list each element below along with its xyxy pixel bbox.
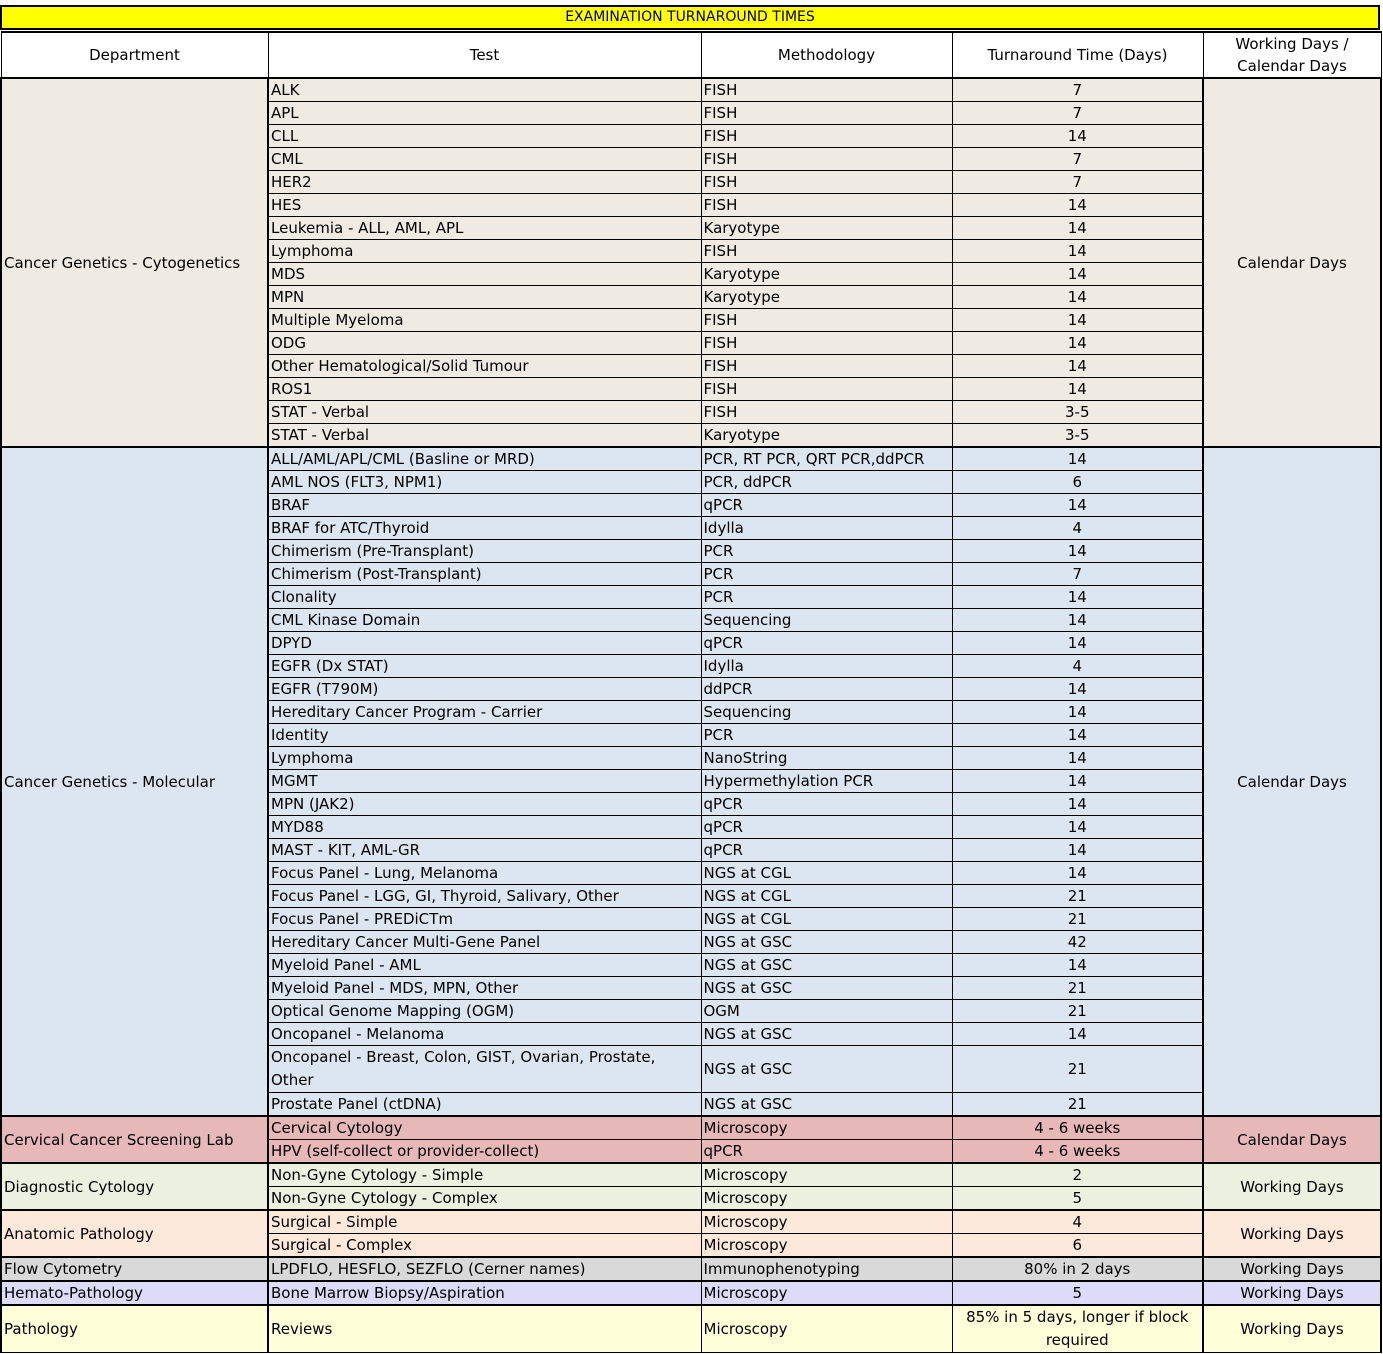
turnaround-cell: 21 bbox=[952, 1046, 1203, 1093]
test-cell: Surgical - Simple bbox=[268, 1210, 701, 1234]
test-cell: Identity bbox=[268, 724, 701, 747]
turnaround-cell: 21 bbox=[952, 908, 1203, 931]
turnaround-cell: 21 bbox=[952, 977, 1203, 1000]
test-cell: Cervical Cytology bbox=[268, 1116, 701, 1140]
table-row bbox=[1, 78, 1381, 102]
methodology-cell: PCR bbox=[701, 563, 952, 586]
test-cell: ODG bbox=[268, 332, 701, 355]
turnaround-cell: 14 bbox=[952, 816, 1203, 839]
test-cell: Bone Marrow Biopsy/Aspiration bbox=[268, 1281, 701, 1305]
methodology-cell: NGS at CGL bbox=[701, 885, 952, 908]
turnaround-cell: 14 bbox=[952, 309, 1203, 332]
table-row bbox=[1, 447, 1381, 471]
header-methodology: Methodology bbox=[701, 32, 952, 78]
methodology-cell: Idylla bbox=[701, 655, 952, 678]
methodology-cell: FISH bbox=[701, 125, 952, 148]
table-row bbox=[1, 1305, 1381, 1353]
turnaround-cell: 14 bbox=[952, 355, 1203, 378]
test-cell: BRAF for ATC/Thyroid bbox=[268, 517, 701, 540]
header-day-type: Working Days / Calendar Days bbox=[1203, 32, 1381, 78]
test-cell: HPV (self-collect or provider-collect) bbox=[268, 1140, 701, 1164]
methodology-cell: FISH bbox=[701, 355, 952, 378]
header-department: Department bbox=[1, 32, 268, 78]
turnaround-cell: 14 bbox=[952, 332, 1203, 355]
table-body bbox=[1, 78, 1381, 1353]
methodology-cell: Microscopy bbox=[701, 1305, 952, 1353]
turnaround-cell: 4 - 6 weeks bbox=[952, 1140, 1203, 1164]
methodology-cell: Immunophenotyping bbox=[701, 1257, 952, 1281]
test-cell: Optical Genome Mapping (OGM) bbox=[268, 1000, 701, 1023]
turnaround-cell: 7 bbox=[952, 148, 1203, 171]
test-cell: LPDFLO, HESFLO, SEZFLO (Cerner names) bbox=[268, 1257, 701, 1281]
turnaround-cell: 14 bbox=[952, 494, 1203, 517]
methodology-cell: NGS at CGL bbox=[701, 862, 952, 885]
department-cell: Hemato-Pathology bbox=[1, 1281, 268, 1305]
test-cell: Reviews bbox=[268, 1305, 701, 1353]
methodology-cell: PCR, RT PCR, QRT PCR,ddPCR bbox=[701, 447, 952, 471]
table-row bbox=[1, 1116, 1381, 1140]
turnaround-cell: 6 bbox=[952, 1234, 1203, 1258]
methodology-cell: FISH bbox=[701, 148, 952, 171]
methodology-cell: PCR bbox=[701, 586, 952, 609]
methodology-cell: ddPCR bbox=[701, 678, 952, 701]
methodology-cell: FISH bbox=[701, 401, 952, 424]
turnaround-cell: 14 bbox=[952, 217, 1203, 240]
test-cell: HES bbox=[268, 194, 701, 217]
turnaround-cell: 85% in 5 days, longer if block required bbox=[952, 1305, 1203, 1353]
methodology-cell: qPCR bbox=[701, 1140, 952, 1164]
test-cell: MPN (JAK2) bbox=[268, 793, 701, 816]
methodology-cell: FISH bbox=[701, 78, 952, 102]
test-cell: Lymphoma bbox=[268, 240, 701, 263]
header-test: Test bbox=[268, 32, 701, 78]
table-row bbox=[1, 1257, 1381, 1281]
turnaround-cell: 14 bbox=[952, 839, 1203, 862]
methodology-cell: NGS at GSC bbox=[701, 1093, 952, 1117]
test-cell: Hereditary Cancer Program - Carrier bbox=[268, 701, 701, 724]
header-row bbox=[1, 32, 1381, 78]
test-cell: MGMT bbox=[268, 770, 701, 793]
methodology-cell: qPCR bbox=[701, 839, 952, 862]
turnaround-cell: 4 bbox=[952, 655, 1203, 678]
methodology-cell: FISH bbox=[701, 240, 952, 263]
turnaround-cell: 14 bbox=[952, 586, 1203, 609]
test-cell: Chimerism (Post-Transplant) bbox=[268, 563, 701, 586]
methodology-cell: NGS at GSC bbox=[701, 977, 952, 1000]
turnaround-cell: 14 bbox=[952, 540, 1203, 563]
test-cell: Oncopanel - Breast, Colon, GIST, Ovarian, Prostate, Other bbox=[268, 1046, 701, 1093]
methodology-cell: Microscopy bbox=[701, 1163, 952, 1187]
day-type-cell: Working Days bbox=[1203, 1305, 1381, 1353]
test-cell: EGFR (T790M) bbox=[268, 678, 701, 701]
turnaround-cell: 7 bbox=[952, 102, 1203, 125]
day-type-cell: Calendar Days bbox=[1203, 78, 1381, 447]
methodology-cell: FISH bbox=[701, 194, 952, 217]
department-cell: Anatomic Pathology bbox=[1, 1210, 268, 1257]
turnaround-cell: 3-5 bbox=[952, 401, 1203, 424]
table-row bbox=[1, 1281, 1381, 1305]
turnaround-cell: 14 bbox=[952, 632, 1203, 655]
methodology-cell: Sequencing bbox=[701, 701, 952, 724]
methodology-cell: Microscopy bbox=[701, 1210, 952, 1234]
day-type-cell: Working Days bbox=[1203, 1257, 1381, 1281]
methodology-cell: NGS at GSC bbox=[701, 1023, 952, 1046]
test-cell: Focus Panel - Lung, Melanoma bbox=[268, 862, 701, 885]
methodology-cell: qPCR bbox=[701, 632, 952, 655]
test-cell: Non-Gyne Cytology - Simple bbox=[268, 1163, 701, 1187]
turnaround-cell: 14 bbox=[952, 678, 1203, 701]
methodology-cell: qPCR bbox=[701, 494, 952, 517]
methodology-cell: Karyotype bbox=[701, 424, 952, 448]
test-cell: APL bbox=[268, 102, 701, 125]
turnaround-cell: 7 bbox=[952, 563, 1203, 586]
test-cell: Multiple Myeloma bbox=[268, 309, 701, 332]
test-cell: Hereditary Cancer Multi-Gene Panel bbox=[268, 931, 701, 954]
test-cell: Lymphoma bbox=[268, 747, 701, 770]
methodology-cell: Microscopy bbox=[701, 1234, 952, 1258]
methodology-cell: FISH bbox=[701, 332, 952, 355]
department-cell: Cancer Genetics - Molecular bbox=[1, 447, 268, 1116]
methodology-cell: Microscopy bbox=[701, 1116, 952, 1140]
methodology-cell: Hypermethylation PCR bbox=[701, 770, 952, 793]
turnaround-cell: 14 bbox=[952, 194, 1203, 217]
table-row bbox=[1, 1210, 1381, 1234]
test-cell: AML NOS (FLT3, NPM1) bbox=[268, 471, 701, 494]
test-cell: Focus Panel - PREDiCTm bbox=[268, 908, 701, 931]
turnaround-cell: 14 bbox=[952, 1023, 1203, 1046]
turnaround-cell: 14 bbox=[952, 286, 1203, 309]
test-cell: ALL/AML/APL/CML (Basline or MRD) bbox=[268, 447, 701, 471]
turnaround-cell: 14 bbox=[952, 263, 1203, 286]
methodology-cell: PCR bbox=[701, 540, 952, 563]
test-cell: Oncopanel - Melanoma bbox=[268, 1023, 701, 1046]
day-type-cell: Working Days bbox=[1203, 1210, 1381, 1257]
methodology-cell: qPCR bbox=[701, 816, 952, 839]
test-cell: BRAF bbox=[268, 494, 701, 517]
methodology-cell: NGS at GSC bbox=[701, 954, 952, 977]
test-cell: EGFR (Dx STAT) bbox=[268, 655, 701, 678]
methodology-cell: Karyotype bbox=[701, 217, 952, 240]
turnaround-cell: 14 bbox=[952, 125, 1203, 148]
test-cell: Clonality bbox=[268, 586, 701, 609]
methodology-cell: PCR, ddPCR bbox=[701, 471, 952, 494]
header-turnaround: Turnaround Time (Days) bbox=[952, 32, 1203, 78]
turnaround-cell: 5 bbox=[952, 1281, 1203, 1305]
methodology-cell: Karyotype bbox=[701, 286, 952, 309]
test-cell: MPN bbox=[268, 286, 701, 309]
test-cell: Myeloid Panel - AML bbox=[268, 954, 701, 977]
test-cell: STAT - Verbal bbox=[268, 424, 701, 448]
table-title: EXAMINATION TURNAROUND TIMES bbox=[0, 5, 1380, 30]
turnaround-cell: 80% in 2 days bbox=[952, 1257, 1203, 1281]
turnaround-cell: 14 bbox=[952, 240, 1203, 263]
test-cell: Focus Panel - LGG, GI, Thyroid, Salivary, Other bbox=[268, 885, 701, 908]
day-type-cell: Calendar Days bbox=[1203, 1116, 1381, 1163]
methodology-cell: FISH bbox=[701, 378, 952, 401]
test-cell: ROS1 bbox=[268, 378, 701, 401]
turnaround-cell: 14 bbox=[952, 793, 1203, 816]
turnaround-cell: 42 bbox=[952, 931, 1203, 954]
turnaround-table bbox=[0, 31, 1382, 1353]
test-cell: Myeloid Panel - MDS, MPN, Other bbox=[268, 977, 701, 1000]
test-cell: Chimerism (Pre-Transplant) bbox=[268, 540, 701, 563]
test-cell: DPYD bbox=[268, 632, 701, 655]
test-cell: CML Kinase Domain bbox=[268, 609, 701, 632]
methodology-cell: Microscopy bbox=[701, 1187, 952, 1211]
department-cell: Flow Cytometry bbox=[1, 1257, 268, 1281]
turnaround-cell: 14 bbox=[952, 378, 1203, 401]
test-cell: HER2 bbox=[268, 171, 701, 194]
table-row bbox=[1, 1163, 1381, 1187]
day-type-cell: Calendar Days bbox=[1203, 447, 1381, 1116]
turnaround-cell: 7 bbox=[952, 171, 1203, 194]
turnaround-cell: 6 bbox=[952, 471, 1203, 494]
turnaround-cell: 4 - 6 weeks bbox=[952, 1116, 1203, 1140]
day-type-cell: Working Days bbox=[1203, 1163, 1381, 1210]
test-cell: MDS bbox=[268, 263, 701, 286]
turnaround-cell: 2 bbox=[952, 1163, 1203, 1187]
turnaround-cell: 4 bbox=[952, 1210, 1203, 1234]
methodology-cell: FISH bbox=[701, 309, 952, 332]
methodology-cell: qPCR bbox=[701, 793, 952, 816]
methodology-cell: Sequencing bbox=[701, 609, 952, 632]
turnaround-cell: 14 bbox=[952, 862, 1203, 885]
methodology-cell: NanoString bbox=[701, 747, 952, 770]
test-cell: ALK bbox=[268, 78, 701, 102]
turnaround-cell: 14 bbox=[952, 747, 1203, 770]
methodology-cell: Microscopy bbox=[701, 1281, 952, 1305]
turnaround-cell: 14 bbox=[952, 609, 1203, 632]
department-cell: Pathology bbox=[1, 1305, 268, 1353]
turnaround-cell: 21 bbox=[952, 885, 1203, 908]
methodology-cell: Karyotype bbox=[701, 263, 952, 286]
methodology-cell: Idylla bbox=[701, 517, 952, 540]
test-cell: Prostate Panel (ctDNA) bbox=[268, 1093, 701, 1117]
test-cell: MAST - KIT, AML-GR bbox=[268, 839, 701, 862]
turnaround-cell: 21 bbox=[952, 1093, 1203, 1117]
test-cell: STAT - Verbal bbox=[268, 401, 701, 424]
turnaround-cell: 14 bbox=[952, 770, 1203, 793]
methodology-cell: FISH bbox=[701, 171, 952, 194]
methodology-cell: FISH bbox=[701, 102, 952, 125]
department-cell: Diagnostic Cytology bbox=[1, 1163, 268, 1210]
methodology-cell: OGM bbox=[701, 1000, 952, 1023]
day-type-cell: Working Days bbox=[1203, 1281, 1381, 1305]
turnaround-cell: 14 bbox=[952, 724, 1203, 747]
test-cell: Surgical - Complex bbox=[268, 1234, 701, 1258]
turnaround-cell: 14 bbox=[952, 954, 1203, 977]
methodology-cell: NGS at CGL bbox=[701, 908, 952, 931]
test-cell: MYD88 bbox=[268, 816, 701, 839]
test-cell: Other Hematological/Solid Tumour bbox=[268, 355, 701, 378]
turnaround-cell: 14 bbox=[952, 701, 1203, 724]
test-cell: CML bbox=[268, 148, 701, 171]
turnaround-cell: 14 bbox=[952, 447, 1203, 471]
methodology-cell: NGS at GSC bbox=[701, 1046, 952, 1093]
methodology-cell: PCR bbox=[701, 724, 952, 747]
test-cell: CLL bbox=[268, 125, 701, 148]
department-cell: Cervical Cancer Screening Lab bbox=[1, 1116, 268, 1163]
test-cell: Non-Gyne Cytology - Complex bbox=[268, 1187, 701, 1211]
turnaround-cell: 5 bbox=[952, 1187, 1203, 1211]
turnaround-cell: 3-5 bbox=[952, 424, 1203, 448]
turnaround-cell: 21 bbox=[952, 1000, 1203, 1023]
turnaround-cell: 7 bbox=[952, 78, 1203, 102]
methodology-cell: NGS at GSC bbox=[701, 931, 952, 954]
test-cell: Leukemia - ALL, AML, APL bbox=[268, 217, 701, 240]
turnaround-cell: 4 bbox=[952, 517, 1203, 540]
department-cell: Cancer Genetics - Cytogenetics bbox=[1, 78, 268, 447]
